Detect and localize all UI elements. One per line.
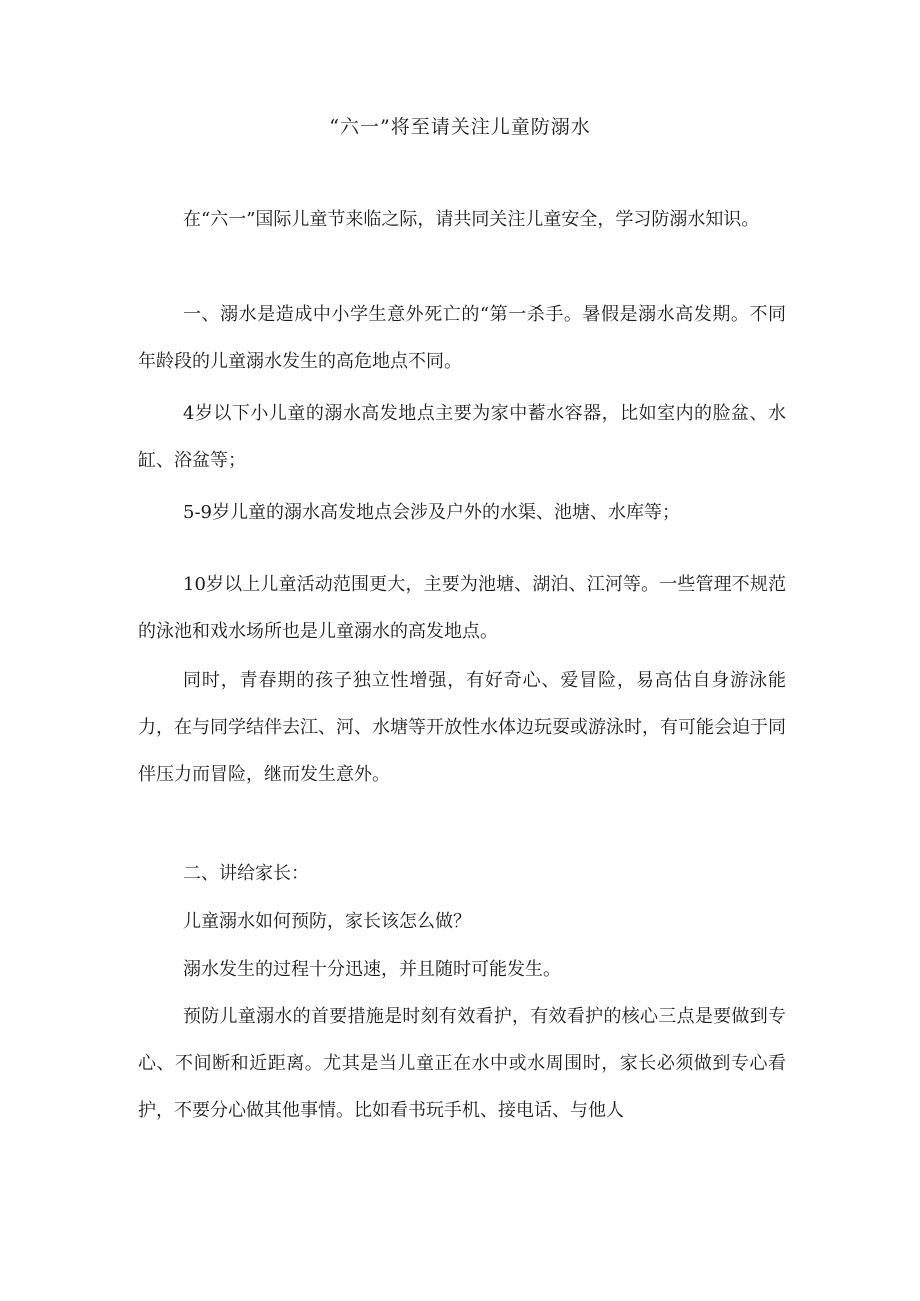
document-title: “六一”将至请关注儿童防溺水 [329,116,591,138]
paragraph-prevention: 预防儿童溺水的首要措施是时刻有效看护，有效看护的核心三点是要做到专心、不间断和近距离。尤其是当儿童正在水中或水周围时，家长必须做到专心看护，不要分心做其他事情。比如看书玩手机、接电话、与他人 [138,1006,786,1121]
paragraph-teen: 同时，青春期的孩子独立性增强，有好奇心、爱冒险，易高估自身游泳能力，在与同学结伴去江、河、水塘等开放性水体边玩耍或游泳时，有可能会迫于同伴压力而冒险，继而发生意外。 [138,670,786,785]
paragraph-intro: 在“六一”国际儿童节来临之际，请共同关注儿童安全，学习防溺水知识。 [183,209,760,230]
paragraph-age-under-4: 4岁以下小儿童的溺水高发地点主要为家中蓄水容器，比如室内的脸盆、水缸、浴盆等； [138,403,786,471]
paragraph-section-1: 一、溺水是造成中小学生意外死亡的“第一杀手。暑假是溺水高发期。不同年龄段的儿童溺水发生的高危地点不同。 [138,304,786,372]
paragraph-age-over-10: 10岁以上儿童活动范围更大，主要为池塘、湖泊、江河等。一些管理不规范的泳池和戏水场所也是儿童溺水的高发地点。 [138,574,786,642]
paragraph-fast: 溺水发生的过程十分迅速，并且随时可能发生。 [183,959,561,980]
paragraph-age-5-9: 5-9岁儿童的溺水高发地点会涉及户外的水渠、池塘、水库等； [183,502,680,523]
paragraph-section-2: 二、讲给家长： [183,863,309,884]
paragraph-question: 儿童溺水如何预防，家长该怎么做？ [183,911,471,932]
